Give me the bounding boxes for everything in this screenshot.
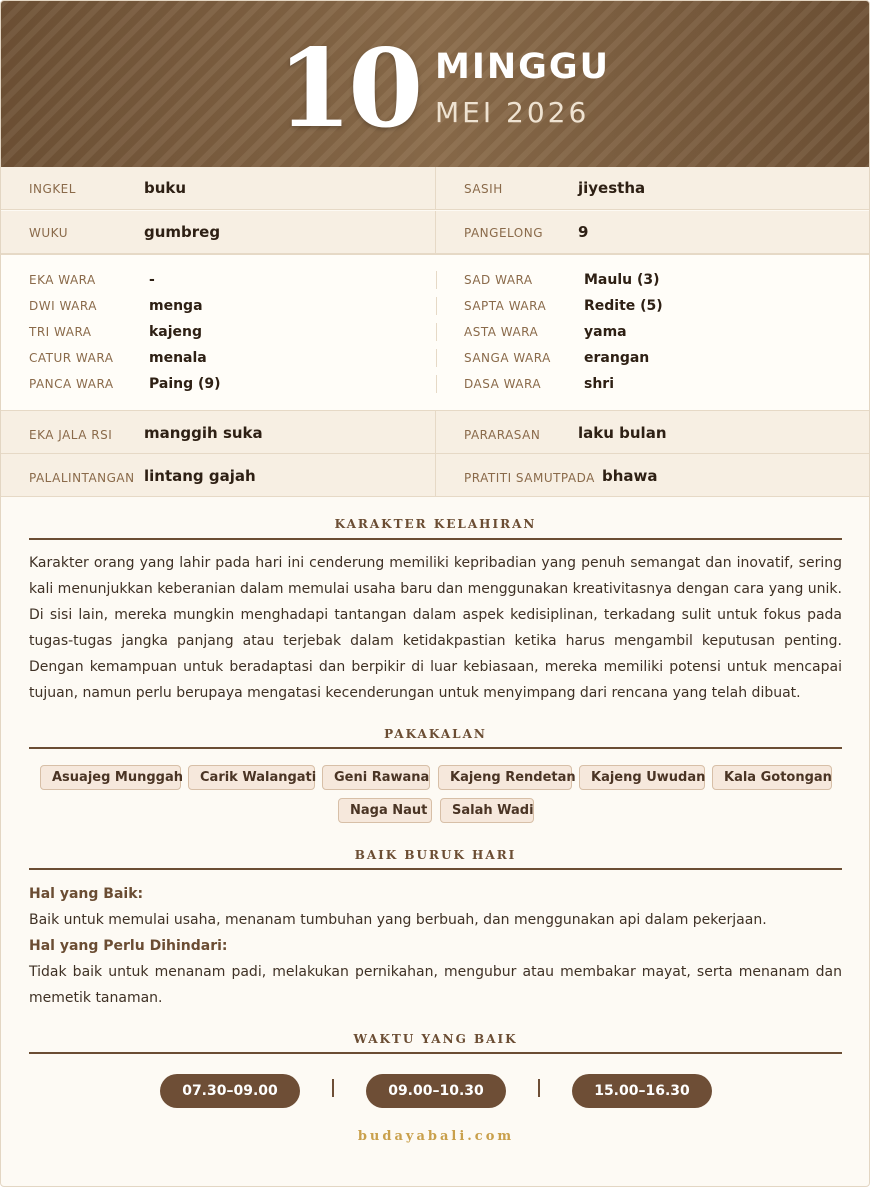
pakakalan-tag: Geni Rawana [322,765,430,790]
info-row-palalintangan-pratiti [1,454,870,497]
info-palalintangan [1,454,436,497]
sasih-label: SASIH [464,182,503,196]
bad-text: Tidak baik untuk menanam padi, melakukan pernikahan, mengubur atau membakar mayat, serta menanam dan memetik tanaman. [29,964,842,1006]
sanga-wara-value: erangan [584,350,650,366]
info-pararasan [436,411,870,454]
eka-wara-value: - [149,272,155,288]
pakakalan-tag: Kala Gotongan [712,765,832,790]
asta-wara-value: yama [584,324,627,340]
eka-jala-rsi-value: manggih suka [144,424,263,442]
wara-row-dasa [436,371,870,397]
pakakalan-tag: Kajeng Rendetan [438,765,572,790]
pratiti-samutpada-label: PRATITI SAMUTPADA [464,471,595,485]
panca-wara-label: PANCA WARA [29,377,114,391]
info-row-wuku-pangelong [1,211,870,254]
info-row-ingkel-sasih [1,167,870,210]
month-year: MEI 2026 [435,96,590,129]
day-name: MINGGU [435,47,611,87]
time-separator [538,1079,540,1097]
asta-wara-label: ASTA WARA [464,325,539,339]
pararasan-label: PARARASAN [464,428,541,442]
section-divider [29,538,842,540]
sapta-wara-label: SAPTA WARA [464,299,547,313]
waktu-title: WAKTU YANG BAIK [353,1032,518,1046]
tri-wara-label: TRI WARA [29,325,92,339]
dasa-wara-label: DASA WARA [464,377,542,391]
palalintangan-value: lintang gajah [144,467,256,485]
section-divider [29,1052,842,1054]
info-pratiti-samutpada [436,454,870,497]
wara-row-sapta [436,293,870,319]
sanga-wara-label: SANGA WARA [464,351,551,365]
time-slot: 07.30–09.00 [160,1074,300,1108]
tri-wara-value: kajeng [149,324,203,340]
palalintangan-label: PALALINTANGAN [29,471,135,485]
panca-wara-value: Paing (9) [149,376,221,392]
pakakalan-tag: Carik Walangati [188,765,315,790]
baik-buruk-title: BAIK BURUK HARI [354,848,517,862]
wara-row-tri [1,319,436,345]
wara-row-panca [1,371,436,397]
info-wuku [1,211,436,254]
catur-wara-label: CATUR WARA [29,351,114,365]
wara-row-sad [436,267,870,293]
pakakalan-title: PAKAKALAN [384,727,487,741]
good-text: Baik untuk memulai usaha, menanam tumbuhan yang berbuah, dan menggunakan api dalam pekerjaan. [29,912,767,928]
time-separator [332,1079,334,1097]
catur-wara-value: menala [149,350,207,366]
wara-row-dwi [1,293,436,319]
info-ingkel [1,167,436,210]
wuku-label: WUKU [29,226,68,240]
karakter-text: Karakter orang yang lahir pada hari ini cenderung memiliki kepribadian yang penuh semangat dan inovatif, sering kali menunjukkan keberanian dalam memulai usaha baru dan menggunakan kreativitasnya dengan cara yang unik. Di sisi lain, mereka mungkin menghadapi tantangan dalam aspek kedisiplinan, terkadang sulit untuk fokus pada tugas-tugas jangka panjang atau terjebak dalam ketidakpastian ketika harus mengambil keputusan penting. Dengan kemampuan untuk beradaptasi dan berpikir di luar kebiasaan, mereka memiliki potensi untuk mencapai tujuan, namun perlu berupaya mengatasi kecenderungan untuk menyimpang dari rencana yang telah dibuat. [29,555,842,701]
wuku-value: gumbreg [144,223,221,241]
pakakalan-tag: Kajeng Uwudan [579,765,705,790]
info-pangelong [436,211,870,254]
section-divider [29,868,842,870]
info-eka-jala-rsi [1,411,436,454]
ingkel-label: INGKEL [29,182,76,196]
pakakalan-tag: Naga Naut [338,798,432,823]
sad-wara-value: Maulu (3) [584,272,660,288]
wara-block [1,254,870,411]
ingkel-value: buku [144,179,187,197]
day-number: 10 [277,26,420,152]
bad-label: Hal yang Perlu Dihindari: [29,938,228,954]
pakakalan-tag: Salah Wadi [440,798,534,823]
sad-wara-label: SAD WARA [464,273,533,287]
date-header [1,1,870,167]
wara-row-eka [1,267,436,293]
pangelong-value: 9 [578,223,589,241]
sasih-value: jiyestha [578,179,646,197]
info-row-ekajala-pararasan [1,411,870,454]
sapta-wara-value: Redite (5) [584,298,663,314]
info-sasih [436,167,870,210]
karakter-title: KARAKTER KELAHIRAN [334,517,537,531]
pangelong-label: PANGELONG [464,226,544,240]
time-slot: 15.00–16.30 [572,1074,712,1108]
dasa-wara-value: shri [584,376,615,392]
section-divider [29,747,842,749]
pakakalan-tag: Asuajeg Munggah [40,765,181,790]
wara-row-sanga [436,345,870,371]
dwi-wara-label: DWI WARA [29,299,97,313]
wara-row-asta [436,319,870,345]
good-label: Hal yang Baik: [29,886,144,902]
footer-brand: budayabali.com [357,1129,515,1144]
time-slot: 09.00–10.30 [366,1074,506,1108]
eka-wara-label: EKA WARA [29,273,96,287]
dwi-wara-value: menga [149,298,203,314]
pararasan-value: laku bulan [578,424,667,442]
eka-jala-rsi-label: EKA JALA RSI [29,428,113,442]
wara-row-catur [1,345,436,371]
pratiti-samutpada-value: bhawa [602,467,658,485]
